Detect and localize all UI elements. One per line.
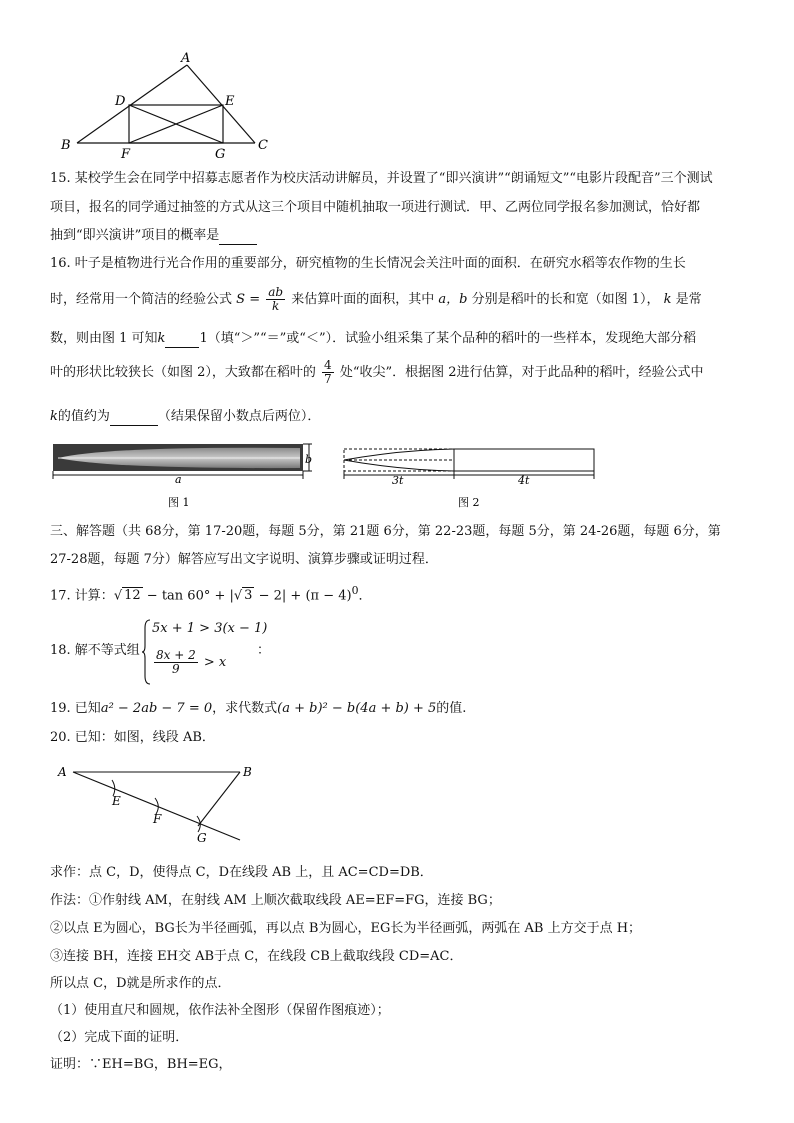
q18-end: ： bbox=[257, 643, 271, 658]
q16-line5-post: 的值约为 bbox=[57, 409, 110, 424]
q18-ineq1: 5x + 1 > 3(x − 1) bbox=[152, 621, 268, 636]
q16-one: 1 bbox=[199, 331, 208, 346]
triangle-figure bbox=[55, 50, 285, 160]
fig2-caption: 图 2 bbox=[458, 496, 480, 509]
q16-line4-pre: 叶的形状比较狭长（如图 2），大致都在稻叶的 bbox=[50, 365, 316, 380]
q19-end: 的值. bbox=[436, 701, 467, 716]
q16-line2-pre: 时，经常用一个简洁的经验公式 bbox=[50, 292, 233, 307]
q19-eq: a² − 2ab − 7 = 0 bbox=[100, 701, 213, 716]
q19 bbox=[50, 700, 466, 718]
compare-blank[interactable] bbox=[165, 333, 199, 348]
q19-pre: 19. 已知 bbox=[50, 701, 101, 716]
four-sevenths bbox=[322, 359, 334, 386]
q20-sub2: （2）完成下面的证明． bbox=[50, 1030, 189, 1045]
q17-label: 17. 计算： bbox=[50, 588, 114, 604]
figure-2 bbox=[340, 440, 610, 515]
q20-conclusion: 所以点 C，D就是所求作的点． bbox=[50, 976, 231, 991]
q20-line1: 20. 已知：如图，线段 AB． bbox=[50, 730, 215, 745]
q17: 17. 计算：√ 12 − tan 60° + |√ $3 - 2| + (\pi - 4)^0$． bbox=[50, 584, 372, 604]
q16-line5-k: k bbox=[50, 409, 58, 424]
formula-num: ab bbox=[268, 285, 284, 299]
q20-label-g: G bbox=[197, 831, 207, 845]
q17-paren: (π − 4) bbox=[305, 588, 352, 604]
sqrt-3: 3 bbox=[244, 588, 253, 604]
k-value-blank[interactable] bbox=[110, 411, 158, 426]
q16-line3-post: （填“＞”“＝”或“＜”）．试验小组采集了某个品种的稻叶的一些样本，发现绝大部分稻 bbox=[207, 331, 697, 346]
q18-ineq2 bbox=[152, 646, 226, 680]
side-ac bbox=[187, 65, 255, 143]
q20-sub1: （1）使用直尺和圆规，依作法补全图形（保留作图痕迹）； bbox=[50, 1003, 390, 1018]
q16-line4-post: 处“收尖”．根据图 2进行估算，对于此品种的稻叶，经验公式中 bbox=[339, 365, 704, 380]
q16-line3 bbox=[50, 330, 696, 348]
q18-frac bbox=[154, 649, 198, 676]
q15-line3 bbox=[50, 227, 257, 245]
q16-line5 bbox=[50, 408, 320, 426]
q20-method2: ②以点 E为圆心，BG长为半径画弧，再以点 B为圆心，EG长为半径画弧，两弧在 AB 上方交于点 H； bbox=[50, 921, 642, 936]
q16-line3-pre: 数，则由图 1 可知 bbox=[50, 331, 158, 346]
q17-abs-rest: − 2 bbox=[254, 588, 282, 604]
q20-req: 求作：点 C，D，使得点 C，D在线段 AB 上，且 AC=CD=DB． bbox=[50, 865, 433, 880]
q20-figure bbox=[55, 760, 255, 850]
label-e: E bbox=[225, 94, 235, 109]
q17-end: ． bbox=[358, 588, 372, 604]
q19-expr: (a + b)² − b(4a + b) + 5 bbox=[277, 701, 437, 716]
side-ab bbox=[77, 65, 187, 143]
q16-line3-k: k bbox=[157, 331, 166, 346]
q20-proof: 证明：∵EH=BG，BH=EG， bbox=[50, 1057, 232, 1072]
section3-line1: 三、解答题（共 68分，第 17-20题，每题 5分，第 21题 6分，第 22-23题，每题 5分，第 24-26题，每题 6分，第 bbox=[50, 524, 721, 539]
q18-label-row bbox=[50, 642, 140, 660]
q15-line1: 15. 某校学生会在同学中招募志愿者作为校庆活动讲解员，并设置了“即兴演讲”“朗诵短文”“电影片段配音”三个测试 bbox=[50, 171, 713, 186]
fig1-caption: 图 1 bbox=[168, 496, 190, 509]
formula-den: k bbox=[272, 299, 280, 313]
q18-label: 18. 解不等式组 bbox=[50, 643, 140, 658]
q16-line4 bbox=[50, 356, 704, 390]
q16-k: k bbox=[663, 292, 672, 307]
q20-label-e: E bbox=[112, 794, 121, 808]
label-d: D bbox=[115, 94, 126, 109]
label-a: A bbox=[181, 51, 191, 66]
fig2-3t-label: 3t bbox=[392, 474, 404, 487]
q20-label-f: F bbox=[153, 812, 162, 826]
q17-exp: 0 bbox=[351, 584, 359, 597]
frac-den: 7 bbox=[324, 372, 332, 386]
label-b: B bbox=[61, 138, 71, 153]
fig2-4t-label: 4t bbox=[518, 474, 530, 487]
q20-method1: 作法：①作射线 AM，在射线 AM 上顺次截取线段 AE=EF=FG，连接 BG； bbox=[50, 893, 501, 908]
formula-s: S = bbox=[236, 292, 261, 307]
q18-frac-num: 8x + 2 bbox=[156, 648, 196, 662]
fig2-leaf-body bbox=[454, 449, 594, 471]
q16-line2-post: 来估算叶面的面积，其中 bbox=[291, 292, 435, 307]
fig1-b-label: b bbox=[305, 453, 313, 466]
q15-line3-text: 抽到“即兴演讲”项目的概率是 bbox=[50, 228, 220, 243]
ray-am bbox=[73, 772, 240, 840]
answer-blank[interactable] bbox=[219, 230, 257, 245]
frac-num: 4 bbox=[324, 358, 332, 372]
q15-line2: 项目，报名的同学通过抽签的方式从这三个项目中随机抽取一项进行测试．甲、乙两位同学报名参加测试，恰好都 bbox=[50, 200, 701, 215]
formula-fraction bbox=[266, 286, 285, 313]
q18-ineq2-rest: > x bbox=[203, 655, 227, 670]
fig1-a-label: a bbox=[175, 473, 182, 486]
q16-line2-post2: 分别是稻叶的长和宽（如图 1）， bbox=[471, 292, 660, 307]
q18-frac-den: 9 bbox=[172, 662, 180, 676]
q16-line1: 16. 叶子是植物进行光合作用的重要部分，研究植物的生长情况会关注叶面的面积．在研究水稻等农作物的生长 bbox=[50, 256, 686, 271]
label-c: C bbox=[258, 138, 268, 153]
q16-line5-end: （结果保留小数点后两位）． bbox=[157, 409, 321, 424]
q20-method3: ③连接 BH，连接 EH交 AB于点 C，在线段 CB上截取线段 CD=AC． bbox=[50, 949, 463, 964]
q20-label-a: A bbox=[58, 765, 67, 779]
q17-tan: − tan 60° + bbox=[142, 588, 230, 604]
segment-bg bbox=[198, 772, 240, 826]
label-g: G bbox=[215, 147, 226, 160]
q18-brace bbox=[142, 618, 152, 686]
arc-g bbox=[197, 816, 200, 832]
sqrt-12: 12 bbox=[124, 588, 141, 604]
q17-plus: + bbox=[286, 588, 306, 604]
q16-line2 bbox=[50, 283, 702, 317]
label-f: F bbox=[121, 147, 131, 160]
q19-mid: ，求代数式 bbox=[212, 701, 278, 716]
figure-1 bbox=[50, 440, 325, 515]
q20-label-b: B bbox=[243, 765, 252, 779]
section3-line2: 27-28题，每题 7分）解答应写出文字说明、演算步骤或证明过程． bbox=[50, 552, 438, 567]
q16-vars: a，b bbox=[438, 292, 468, 307]
q16-line2-end: 是常 bbox=[675, 292, 702, 307]
